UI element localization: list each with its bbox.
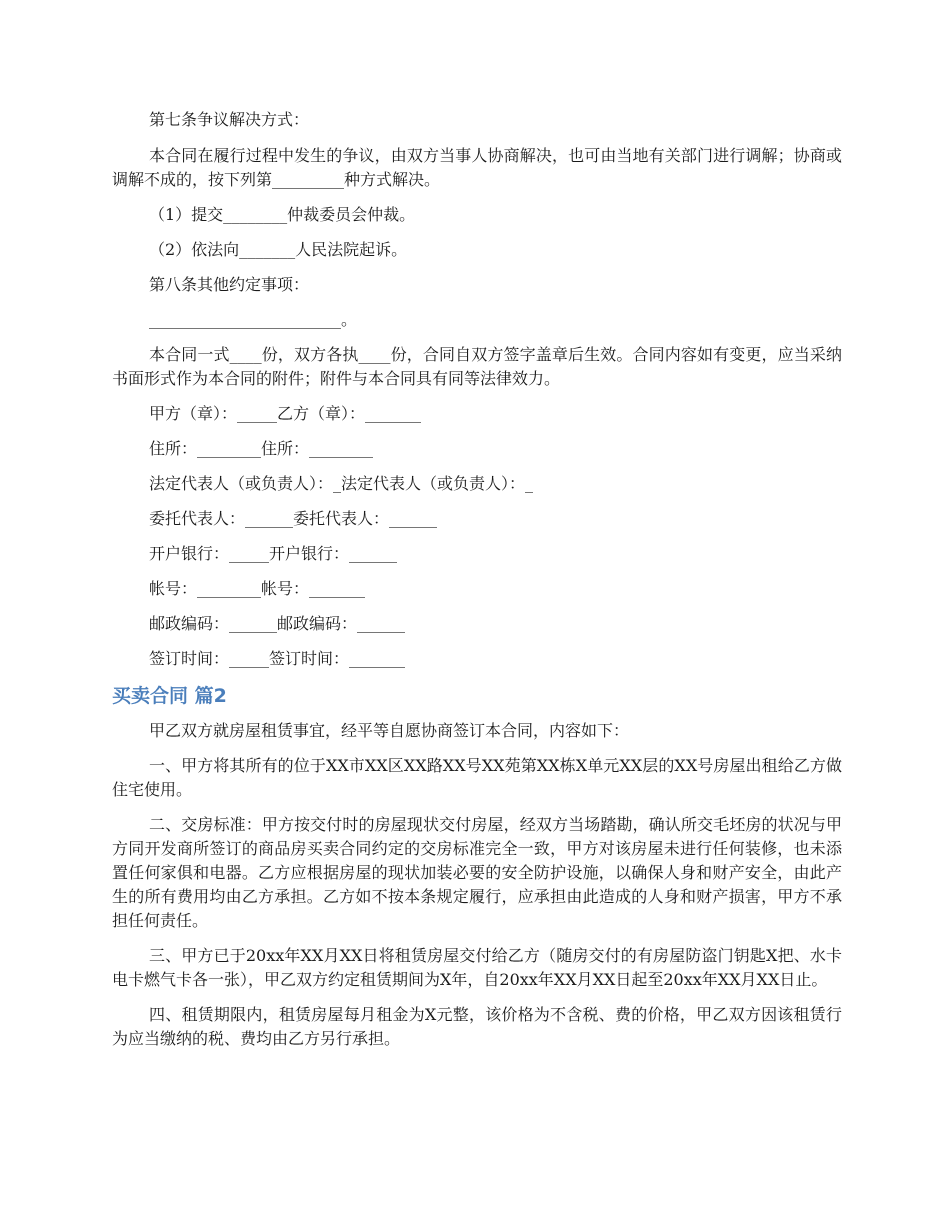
signature-line-account: 帐号：________帐号：_______ <box>149 579 366 598</box>
signature-line-bank: 开户银行：_____开户银行：______ <box>149 544 398 563</box>
signature-line-address: 住所：________住所：________ <box>149 439 374 458</box>
signature-line-legal-rep: 法定代表人（或负责人）：_法定代表人（或负责人）：_ <box>149 474 534 493</box>
section-heading-2: 买卖合同 篇2 <box>112 685 227 707</box>
signature-line-postcode: 邮政编码：______邮政编码：______ <box>149 614 406 633</box>
section7-body: 本合同在履行过程中发生的争议，由双方当事人协商解决，也可由当地有关部门进行调解；协商或调解不成的，按下列第_________种方式解决。 <box>112 146 842 189</box>
section7-title: 第七条争议解决方式： <box>149 110 310 129</box>
document-page <box>112 108 842 1062</box>
section7-option1: （1）提交________仲裁委员会仲裁。 <box>149 205 416 224</box>
section8-title: 第八条其他约定事项： <box>149 275 310 294</box>
part2-clause-4: 四、租赁期限内，租赁房屋每月租金为X元整，该价格为不含税、费的价格，甲乙双方因该租赁行为应当缴纳的税、费均由乙方另行承担。 <box>112 1005 842 1048</box>
section7-option2: （2）依法向_______人民法院起诉。 <box>149 240 408 259</box>
signature-line-party: 甲方（章）：_____乙方（章）：_______ <box>149 404 422 423</box>
part2-clause-3: 三、甲方已于20xx年XX月XX日将租赁房屋交付给乙方（随房交付的有房屋防盗门钥匙X把、水卡电卡燃气卡各一张），甲乙双方约定租赁期间为X年，自20xx年XX月XX日起至20xx年XX月XX日止。 <box>112 946 842 989</box>
part2-clause-1: 一、甲方将其所有的位于XX市XX区XX路XX号XX苑第XX栋X单元XX层的XX号房屋出租给乙方做住宅使用。 <box>112 756 842 799</box>
copies-clause: 本合同一式____份，双方各执____份，合同自双方签字盖章后生效。合同内容如有变更，应当采纳书面形式作为本合同的附件；附件与本合同具有同等法律效力。 <box>112 345 842 388</box>
signature-line-agent: 委托代表人：______委托代表人：______ <box>149 509 438 528</box>
part2-clause-2: 二、交房标准：甲方按交付时的房屋现状交付房屋，经双方当场踏勘，确认所交毛坯房的状况与甲方同开发商所签订的商品房买卖合同约定的交房标准完全一致，甲方对该房屋未进行任何装修，也未添置任何家俱和电器。乙方应根据房屋的现状加装必要的安全防护设施，以确保人身和财产安全，由此产生的所有费用均由乙方承担。乙方如不按本条规定履行，应承担由此造成的人身和财产损害，甲方不承担任何责任。 <box>112 815 842 930</box>
signature-line-date: 签订时间：_____签订时间：_______ <box>149 649 406 668</box>
section8-blank-line: ________________________。 <box>149 310 358 329</box>
part2-intro: 甲乙双方就房屋租赁事宜，经平等自愿协商签订本合同，内容如下： <box>149 721 630 740</box>
